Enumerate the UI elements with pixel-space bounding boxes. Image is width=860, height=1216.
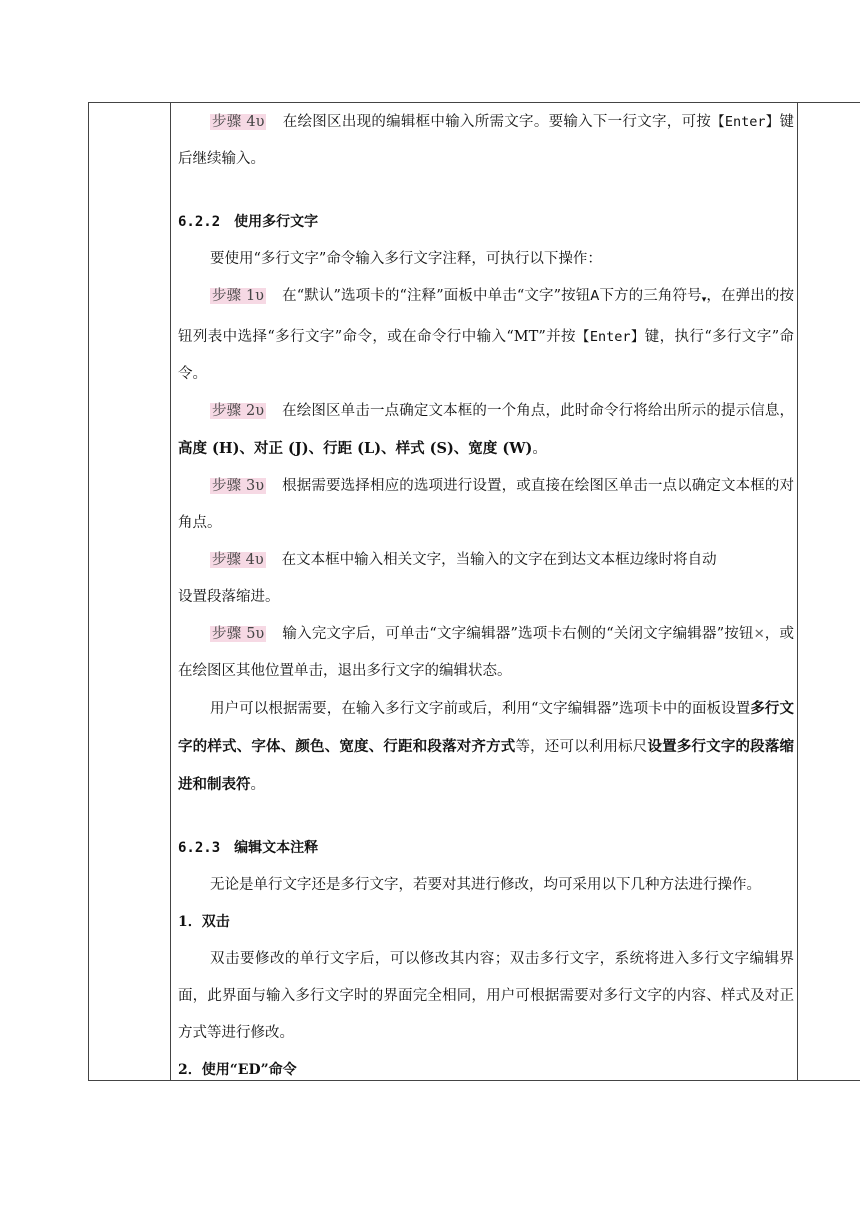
bold-text: 设置多行文字的段落缩进和制表符 bbox=[178, 738, 795, 793]
table-content-cell bbox=[178, 104, 794, 1089]
section-622-intro: 要使用“多行文字”命令输入多行文字注释，可执行以下操作： bbox=[210, 251, 602, 267]
table-left-border bbox=[88, 102, 89, 1081]
table-column-divider-right bbox=[797, 102, 798, 1081]
text-a-icon: A bbox=[590, 289, 600, 304]
close-editor-icon: ✕ bbox=[753, 627, 765, 642]
note-text: 。 bbox=[250, 777, 265, 793]
step2-paragraph bbox=[178, 393, 794, 468]
bold-options: 高度 (H)、对正 (J)、行距 (L)、样式 (S)、宽度 (W) bbox=[178, 440, 533, 457]
step-text: ，在弹出的按钮列表中选择“多行文字”命令，或在命令行中输入“MT”并按 bbox=[178, 288, 794, 345]
step1-paragraph bbox=[178, 278, 794, 393]
step-text: 在文本框中输入相关文字，当输入的文字在到达文本框边缘时将自动 bbox=[281, 552, 717, 568]
section-heading-623 bbox=[178, 830, 794, 867]
note-text: 等，还可以利用标尺 bbox=[515, 739, 648, 755]
item1-paragraph: 双击要修改的单行文字后，可以修改其内容；双击多行文字，系统将进入多行文字编辑界面，此界面与输入多行文字时的界面完全相同，用户可根据需要对多行文字的内容、样式及对正方式等进行修改。 bbox=[178, 951, 794, 1041]
table-top-border bbox=[88, 102, 860, 103]
item2-title bbox=[178, 1052, 794, 1089]
triangle-dropdown-icon: ▾ bbox=[701, 295, 707, 305]
step-text: 。 bbox=[532, 441, 547, 457]
section-title: 编辑文本注释 bbox=[234, 840, 319, 856]
step-text: 根据需要选择相应的选项进行设置，或直接在绘图区单击一点以确定文本框的对角点。 bbox=[178, 478, 795, 531]
note-text: 用户可以根据需要，在输入多行文字前或后，利用“文字编辑器”选项卡中的面板设置 bbox=[210, 701, 751, 717]
step-tag: 步骤 1υ bbox=[212, 288, 265, 304]
bold-text: 多行文字的样式、字体、颜色、宽度、行距和段落对齐方式 bbox=[178, 700, 794, 755]
step-text: 在绘图区出现的编辑框中输入所需文字。要输入下一行文字，可按 bbox=[282, 114, 712, 130]
item-title: 1．双击 bbox=[178, 914, 230, 930]
step-text: 下方的三角符号 bbox=[599, 288, 702, 304]
step4-continuation: 设置段落缩进。 bbox=[178, 589, 280, 605]
section-title: 使用多行文字 bbox=[234, 214, 319, 230]
step4-paragraph bbox=[178, 542, 794, 579]
step3-paragraph bbox=[178, 468, 794, 542]
step4-single-paragraph bbox=[178, 104, 794, 178]
step-text: 在绘图区单击一点确定文本框的一个角点，此时命令行将给出所示的提示信息， bbox=[282, 403, 795, 419]
section-623-intro: 无论是单行文字还是多行文字，若要对其进行修改，均可采用以下几种方法进行操作。 bbox=[210, 877, 761, 893]
step5-paragraph bbox=[178, 616, 794, 690]
step-tag: 步骤 4υ bbox=[212, 552, 264, 568]
step-tag: 步骤 4υ bbox=[212, 114, 265, 130]
section-number: 6.2.3 bbox=[178, 840, 221, 856]
step-text: 键后继续输入。 bbox=[178, 114, 795, 167]
key-label: 【Enter】 bbox=[575, 329, 645, 345]
step-text: 在“默认”选项卡的“注释”面板中单击“文字”按钮 bbox=[282, 288, 591, 304]
key-label: 【Enter】 bbox=[711, 114, 780, 130]
table-column-divider-left bbox=[170, 102, 171, 1081]
item1-title bbox=[178, 904, 794, 941]
step-text: ，或在绘图区其他位置单击，退出多行文字的编辑状态。 bbox=[178, 626, 794, 679]
note-paragraph bbox=[178, 690, 794, 804]
step-tag: 步骤 2υ bbox=[212, 403, 265, 419]
step-tag: 步骤 5υ bbox=[212, 626, 265, 642]
section-heading-622 bbox=[178, 204, 794, 241]
section-number: 6.2.2 bbox=[178, 214, 221, 230]
step-text: 键，执行“多行文字”命令。 bbox=[178, 329, 795, 382]
item-title: 2．使用“ED”命令 bbox=[178, 1062, 297, 1078]
step-text: 输入完文字后，可单击“文字编辑器”选项卡右侧的“关闭文字编辑器”按钮 bbox=[282, 626, 754, 642]
step-tag: 步骤 3υ bbox=[212, 478, 265, 494]
